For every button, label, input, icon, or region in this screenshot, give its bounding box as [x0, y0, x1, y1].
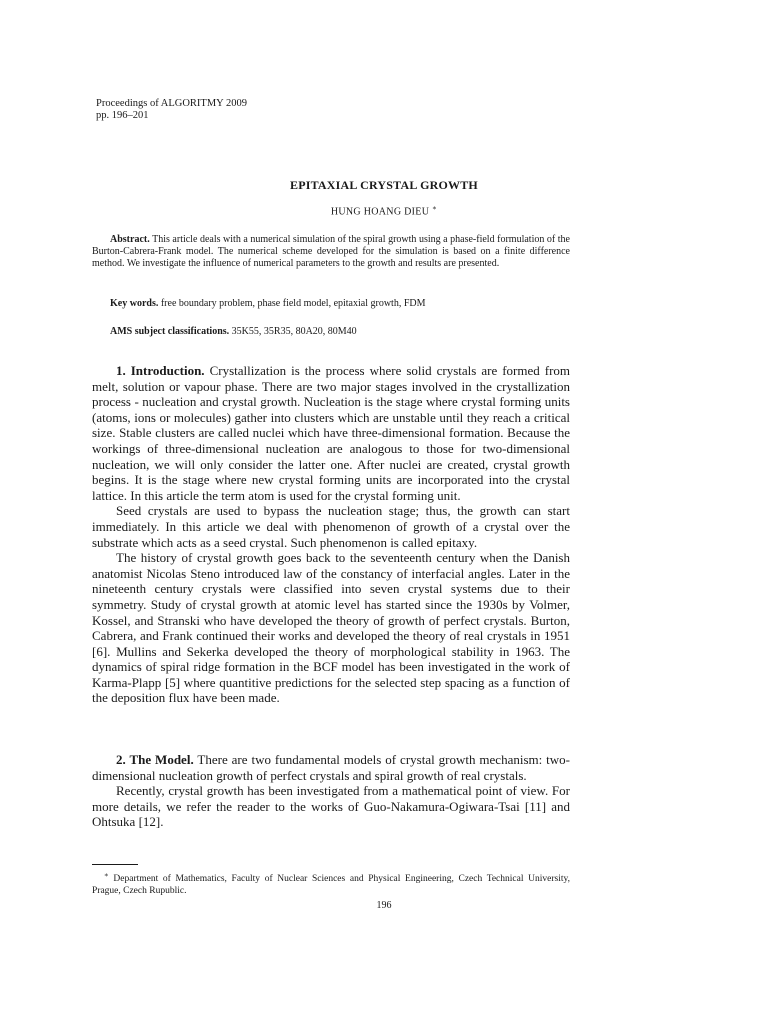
- ams-text: 35K55, 35R35, 80A20, 80M40: [231, 326, 357, 337]
- model-paragraph-2: Recently, crystal growth has been investigated from a mathematical point of view. For more details, we refer the reader to the works of Guo-Nakamura-Ogiwara-Tsai [11] and Ohtsuka [12].: [92, 783, 570, 830]
- footnote-mark: ∗: [104, 871, 109, 879]
- intro-heading: 1. Introduction.: [116, 363, 205, 378]
- intro-paragraph-3: The history of crystal growth goes back to the seventeenth century when the Danish anatomist Nicolas Steno introduced law of the constancy of interfacial angles. Later in the nineteenth century crystals were classified into seven crystal systems due to their symmetry. Study of crystal growth at atomic level has started since the 1930s by Volmer, Kossel, and Stranski who have developed the theory of growth of perfect crystals. Burton, Cabrera, and Frank continued their works and developed the theory of real crystals in 1951 [6]. Mullins and Sekerka developed the theory of morphological stability in 1963. The dynamics of spiral ridge formation in the BCF model has been investigated in the work of Karma-Plapp [5] where quantitive predictions for the selected step spacing as a function of the deposition flux have been made.: [92, 550, 570, 706]
- page-number: 196: [376, 900, 392, 911]
- keywords-label: Key words.: [110, 298, 159, 309]
- proceedings-header: [96, 98, 247, 122]
- intro-paragraph-1: [92, 363, 570, 503]
- abstract-text: This article deals with a numerical simulation of the spiral growth using a phase-field formulation of the Burton-Cabrera-Frank model. The numerical scheme developed for the simulation is based on a finite difference method. We investigate the influence of numerical parameters to the growth and results are presented.: [92, 234, 570, 269]
- model-p1-text: There are two fundamental models of crystal growth mechanism: two-dimensional nucleation growth of perfect crystals and spiral growth of real crystals.: [92, 752, 570, 783]
- section-model: [92, 752, 570, 830]
- footnote-text: Department of Mathematics, Faculty of Nuclear Sciences and Physical Engineering, Czech Technical University, Prague, Czech Rupublic.: [92, 874, 570, 897]
- author-line: [0, 204, 768, 217]
- page-range: pp. 196–201: [96, 110, 149, 121]
- abstract-label: Abstract.: [110, 234, 150, 245]
- ams-label: AMS subject classifications.: [110, 326, 230, 337]
- model-heading: 2. The Model.: [116, 752, 194, 767]
- keywords: [110, 298, 570, 310]
- proceedings-title: Proceedings of ALGORITMY 2009: [96, 98, 247, 109]
- abstract: [92, 234, 570, 270]
- footnote: [92, 869, 570, 897]
- ams-classifications: [110, 326, 570, 338]
- intro-paragraph-2: Seed crystals are used to bypass the nucleation stage; thus, the growth can start immediately. In this article we deal with phenomenon of growth of a crystal over the substrate which acts as a seed crystal. Such phenomenon is called epitaxy.: [92, 503, 570, 550]
- footnote-divider: [92, 864, 138, 865]
- author-footnote-mark: ∗: [432, 204, 438, 212]
- paper-title: EPITAXIAL CRYSTAL GROWTH: [290, 178, 478, 192]
- intro-p1-text: Crystallization is the process where solid crystals are formed from melt, solution or vapour phase. There are two major stages involved in the crystallization process - nucleation and crystal growth. Nucleation is the stage where crystal forming units (atoms, ions or molecules) gather into clusters which are unstable until they reach a critical size. Stable clusters are called nuclei which have three-dimensional formation. Because the workings of three-dimensional nucleation are analogous to those for two-dimensional nucleation, we will only consider the latter one. After nuclei are created, crystal growth begins. It is the stage where new crystal forming units are incorporated into the crystal lattice. In this article the term atom is used for the crystal forming unit.: [92, 363, 571, 503]
- author-name: HUNG HOANG DIEU: [330, 206, 430, 218]
- model-paragraph-1: [92, 752, 570, 783]
- section-introduction: [92, 363, 570, 706]
- keywords-text: free boundary problem, phase field model, epitaxial growth, FDM: [160, 298, 426, 309]
